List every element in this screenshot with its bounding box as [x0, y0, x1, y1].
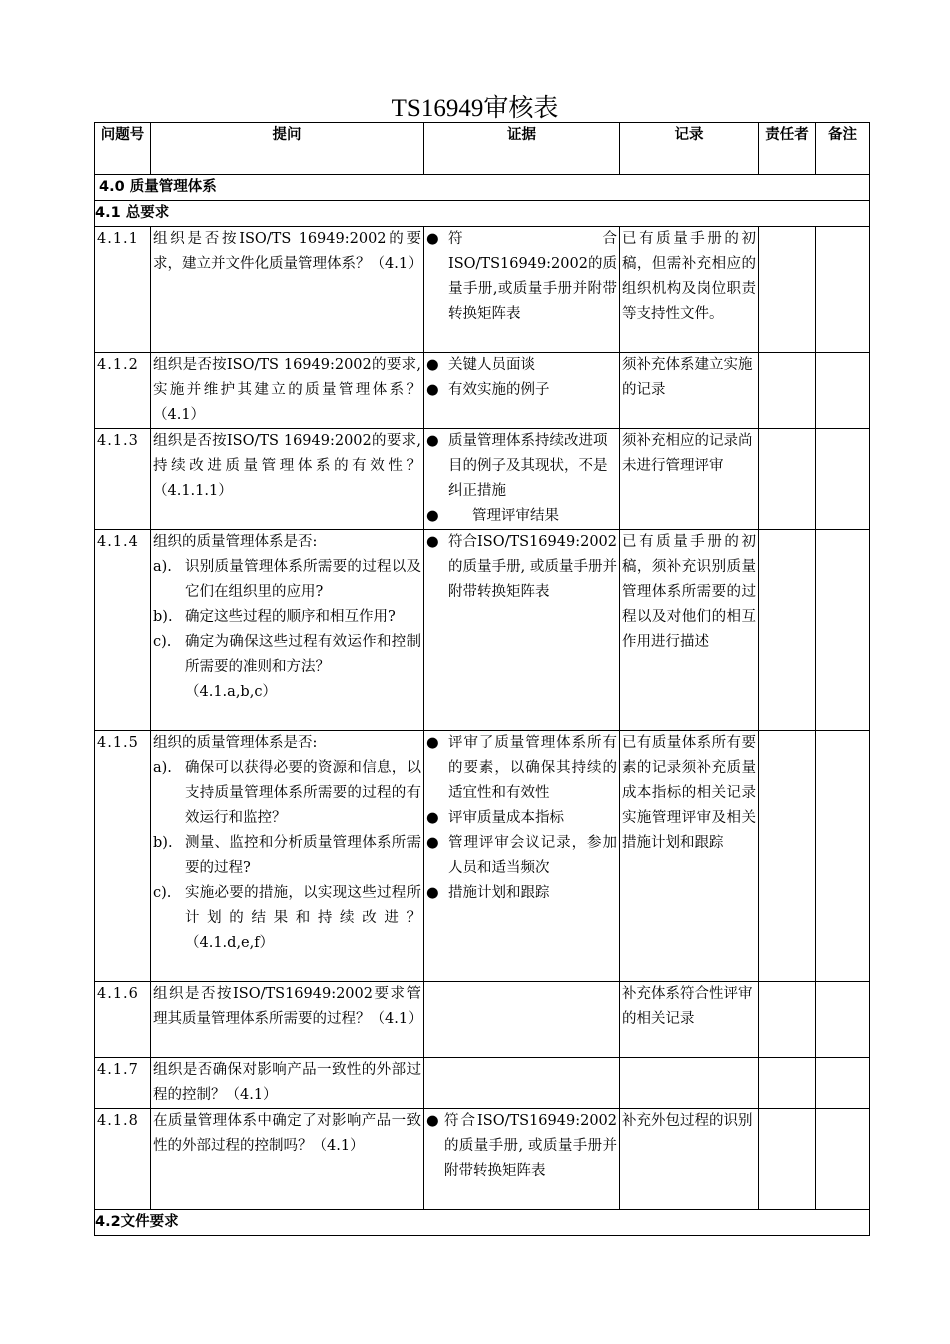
evidence-item: ● 管理评审结果: [426, 504, 617, 529]
section-title: 4.2文件要求: [95, 1210, 870, 1236]
question-text: 组织是否按ISO/TS 16949:2002的要求,实施并维护其建立的质量管理体系？（4.1）: [151, 353, 424, 429]
header-owner: 责任者: [759, 123, 816, 175]
sub-item: a). 识别质量管理体系所需要的过程以及它们在组织里的应用?: [153, 559, 421, 600]
record-text: [620, 1058, 759, 1109]
question-cell: [151, 731, 424, 982]
evidence-item: ● 符合ISO/TS16949:2002的质量手册, 或质量手册并附带转换矩阵表: [426, 1109, 617, 1184]
header-evidence: 证据: [424, 123, 620, 175]
table-row: [95, 731, 870, 982]
section-row: [95, 201, 870, 227]
owner-cell: [759, 731, 816, 982]
note-cell: [816, 731, 870, 982]
bullet-icon: ●: [426, 534, 439, 550]
question-text: 组织是否按ISO/TS16949:2002要求管理其质量管理体系所需要的过程？（4.1）: [151, 982, 424, 1058]
question-number: 4.1.7: [95, 1058, 151, 1109]
sub-item: c). 实施必要的措施，以实现这些过程所计划的结果和持续改进？（4.1.d,e,f）: [153, 885, 421, 951]
header-record: 记录: [620, 123, 759, 175]
question-number: 4.1.4: [95, 530, 151, 731]
table-row: [95, 429, 870, 530]
evidence-item: ● 符 合 ISO/TS16949:2002的质量手册,或质量手册并附带转换矩阵表: [426, 227, 617, 327]
question-number: 4.1.3: [95, 429, 151, 530]
question-text: 组织的质量管理体系是否:: [153, 534, 318, 550]
clause-reference: （4.1.a,b,c）: [185, 684, 277, 700]
bullet-icon: ●: [426, 885, 439, 901]
bullet-icon: ●: [426, 810, 439, 826]
evidence-item: ● 管理评审会议记录，参加人员和适当频次: [426, 831, 617, 881]
owner-cell: [759, 1109, 816, 1210]
section-title: 4.1 总要求: [95, 201, 870, 227]
sub-item: c). 确定为确保这些过程有效运作和控制所需要的准则和方法？: [153, 634, 421, 675]
section-row: [95, 1210, 870, 1236]
evidence-cell: [424, 1058, 620, 1109]
evidence-cell: [424, 530, 620, 731]
table-row: [95, 982, 870, 1058]
note-cell: [816, 227, 870, 353]
record-text: 补充外包过程的识别: [620, 1109, 759, 1210]
owner-cell: [759, 227, 816, 353]
bullet-icon: ●: [426, 433, 439, 449]
header-note: 备注: [816, 123, 870, 175]
table-row: [95, 227, 870, 353]
note-cell: [816, 429, 870, 530]
evidence-item: ● 质量管理体系持续改进项目的例子及其现状，不是纠正措施: [426, 429, 617, 504]
sub-item: b). 测量、监控和分析质量管理体系所需要的过程?: [153, 835, 421, 876]
table-row: [95, 530, 870, 731]
question-number: 4.1.2: [95, 353, 151, 429]
table-row: [95, 353, 870, 429]
record-text: 须补充相应的记录尚未进行管理评审: [620, 429, 759, 530]
evidence-cell: [424, 353, 620, 429]
sub-item: b). 确定这些过程的顺序和相互作用?: [153, 609, 396, 625]
note-cell: [816, 530, 870, 731]
evidence-item: ● 评审了质量管理体系所有的要素，以确保其持续的适宜性和有效性: [426, 731, 617, 806]
question-text: 组织是否确保对影响产品一致性的外部过程的控制？（4.1）: [151, 1058, 424, 1109]
bullet-icon: ●: [426, 382, 439, 398]
document-title: TS16949审核表: [391, 95, 559, 122]
evidence-item: ● 符合ISO/TS16949:2002的质量手册, 或质量手册并附带转换矩阵表: [426, 530, 617, 605]
record-text: 已有质量体系所有要素的记录须补充质量成本指标的相关记录实施管理评审及相关措施计划和跟踪: [620, 731, 759, 982]
question-number: 4.1.6: [95, 982, 151, 1058]
evidence-cell: [424, 982, 620, 1058]
question-text: 组织是否按ISO/TS 16949:2002的要求，建立并文件化质量管理体系？（4.1）: [151, 227, 424, 353]
evidence-cell: [424, 429, 620, 530]
note-cell: [816, 353, 870, 429]
bullet-icon: ●: [426, 357, 439, 373]
evidence-item: ● 关键人员面谈: [426, 353, 617, 378]
evidence-item: ● 评审质量成本指标: [426, 806, 617, 831]
header-num: 问题号: [95, 123, 151, 175]
record-text: 已有质量手册的初稿，须补充识别质量管理体系所需要的过程以及对他们的相互作用进行描述: [620, 530, 759, 731]
evidence-cell: [424, 731, 620, 982]
record-text: 须补充体系建立实施的记录: [620, 353, 759, 429]
question-number: 4.1.5: [95, 731, 151, 982]
record-text: 已有质量手册的初稿，但需补充相应的组织机构及岗位职责等支持性文件。: [620, 227, 759, 353]
table-row: [95, 1109, 870, 1210]
header-question: 提问: [151, 123, 424, 175]
note-cell: [816, 982, 870, 1058]
question-text: 组织是否按ISO/TS 16949:2002的要求,持续改进质量管理体系的有效性？（4.1.1.1）: [151, 429, 424, 530]
question-number: 4.1.8: [95, 1109, 151, 1210]
bullet-icon: ●: [426, 231, 439, 247]
bullet-icon: ●: [426, 1113, 439, 1129]
table-row: [95, 1058, 870, 1109]
owner-cell: [759, 429, 816, 530]
owner-cell: [759, 982, 816, 1058]
evidence-item: ● 有效实施的例子: [426, 378, 617, 403]
evidence-cell: [424, 1109, 620, 1210]
header-row: [95, 123, 870, 175]
section-row: [95, 175, 870, 201]
question-cell: [151, 530, 424, 731]
audit-table: [94, 122, 870, 1236]
evidence-cell: [424, 227, 620, 353]
bullet-icon: ●: [426, 735, 439, 751]
record-text: 补充体系符合性评审的相关记录: [620, 982, 759, 1058]
sub-item: a). 确保可以获得必要的资源和信息，以支持质量管理体系所需要的过程的有效运行和监控？: [153, 760, 421, 826]
section-title: 4.0 质量管理体系: [95, 175, 870, 201]
evidence-item: ● 措施计划和跟踪: [426, 881, 617, 906]
question-text: 在质量管理体系中确定了对影响产品一致性的外部过程的控制吗？（4.1）: [151, 1109, 424, 1210]
note-cell: [816, 1109, 870, 1210]
question-number: 4.1.1: [95, 227, 151, 353]
owner-cell: [759, 1058, 816, 1109]
note-cell: [816, 1058, 870, 1109]
owner-cell: [759, 530, 816, 731]
owner-cell: [759, 353, 816, 429]
bullet-icon: ●: [426, 835, 439, 851]
question-text: 组织的质量管理体系是否:: [153, 735, 318, 751]
bullet-icon: ●: [426, 508, 439, 524]
